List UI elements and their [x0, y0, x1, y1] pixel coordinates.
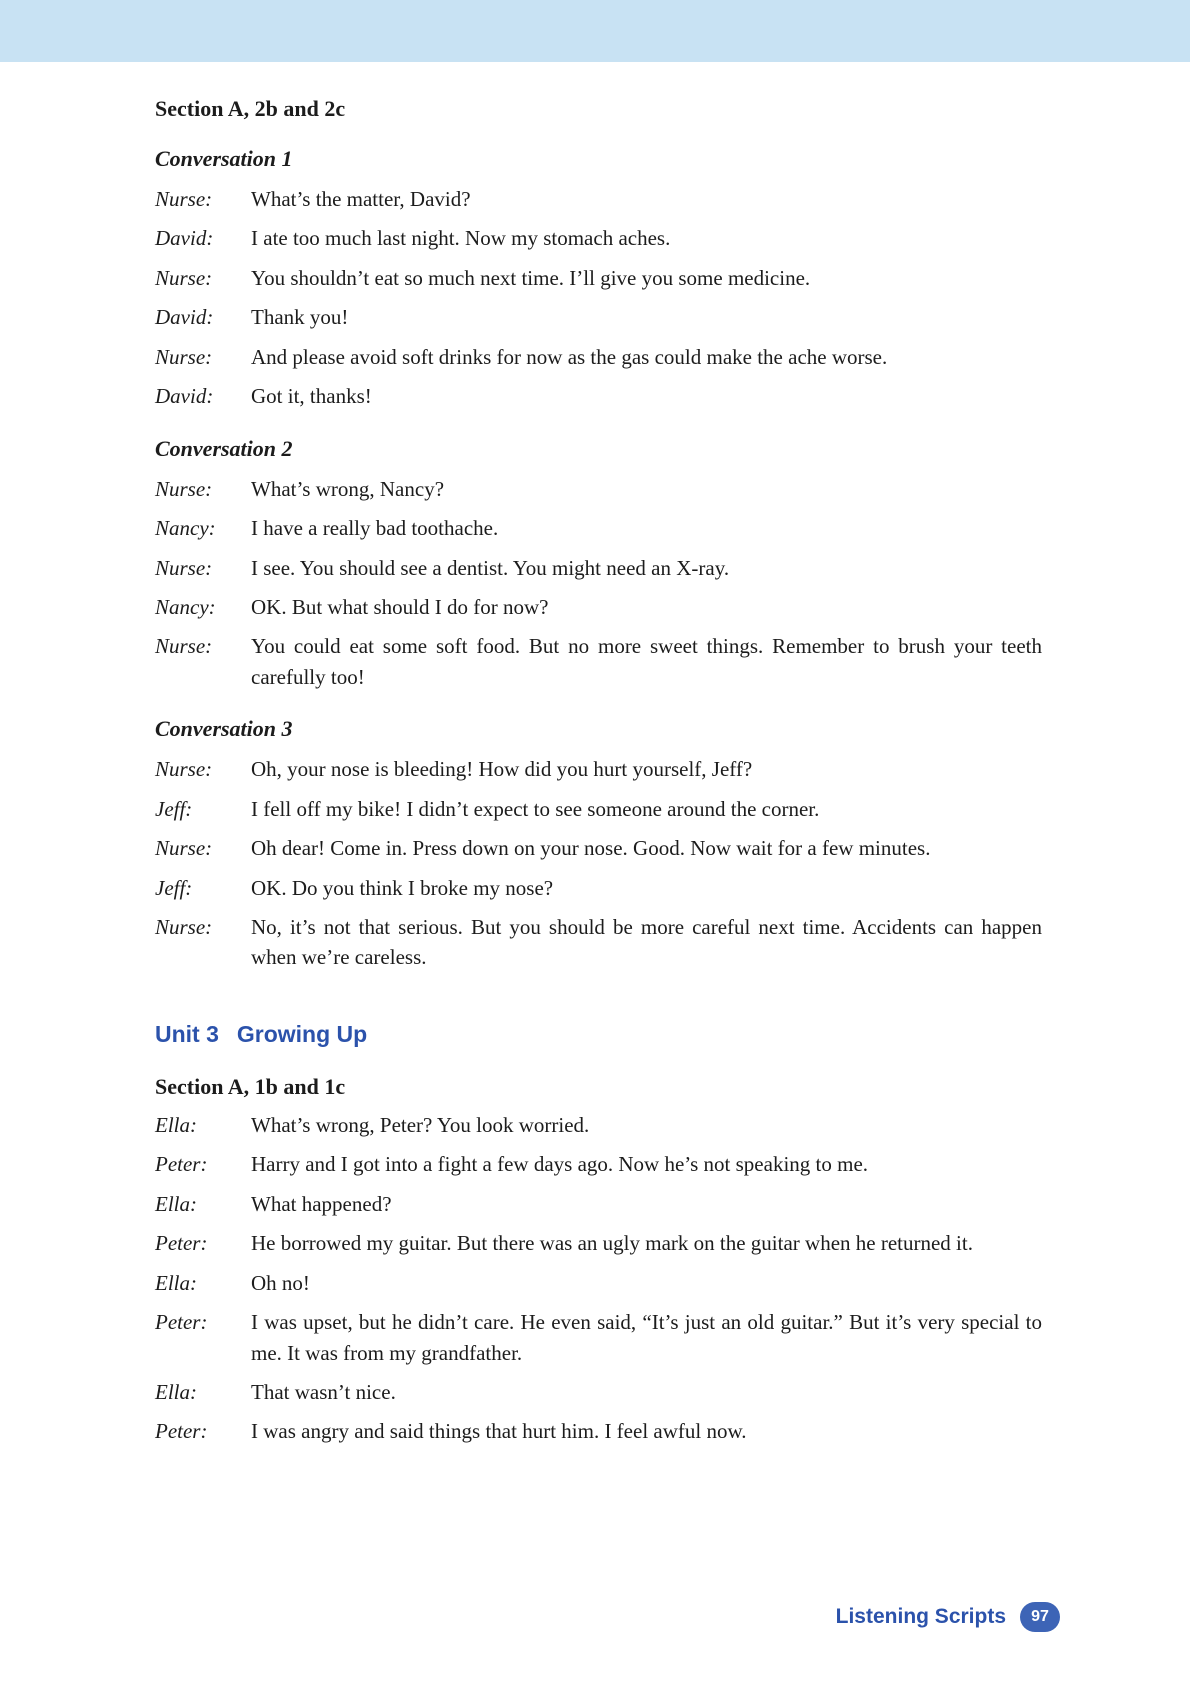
- dialogue-line: [155, 513, 1042, 543]
- conversation-title: Conversation 3: [155, 716, 293, 742]
- unit-heading: [155, 1021, 1042, 1048]
- speaker-label: Nurse:: [155, 265, 213, 290]
- dialogue-text: Oh, your nose is bleeding! How did you hurt yourself, Jeff?: [251, 757, 753, 782]
- footer-label: Listening Scripts: [835, 1605, 1006, 1628]
- dialogue-line: [155, 631, 1042, 692]
- speaker-label: Nurse:: [155, 344, 213, 369]
- conversation-title: Conversation 2: [155, 435, 293, 461]
- dialogue-line: [155, 1416, 1042, 1446]
- dialogue-text: I see. You should see a dentist. You might need an X-ray.: [251, 555, 730, 580]
- speaker-label: Nancy:: [155, 594, 216, 619]
- speaker-label: Ella:: [155, 1112, 197, 1137]
- speaker-label: Ella:: [155, 1270, 197, 1295]
- dialogue-text: Oh no!: [251, 1270, 310, 1295]
- dialogue-text: You shouldn’t eat so much next time. I’ll give you some medicine.: [251, 265, 811, 290]
- footer: [836, 1602, 1060, 1632]
- dialogue-line: [155, 873, 1042, 903]
- dialogue-line: [155, 474, 1042, 504]
- dialogue-text: I ate too much last night. Now my stomach aches.: [251, 226, 671, 251]
- dialogue-text: I was upset, but he didn’t care. He even said, “It’s just an old guitar.” But it’s very special to me. It was from my grandfather.: [251, 1310, 1042, 1365]
- dialogue-text: Oh dear! Come in. Press down on your nose. Good. Now wait for a few minutes.: [251, 836, 931, 861]
- section-heading: Section A, 1b and 1c: [155, 1073, 346, 1099]
- speaker-label: Nurse:: [155, 836, 213, 861]
- dialogue-text: And please avoid soft drinks for now as the gas could make the ache worse.: [251, 344, 888, 369]
- page-content: [155, 96, 1042, 1456]
- conversation-title: Conversation 1: [155, 146, 293, 171]
- dialogue-line: [155, 794, 1042, 824]
- dialogue-text: OK. Do you think I broke my nose?: [251, 875, 554, 900]
- dialogue-text: That wasn’t nice.: [251, 1379, 396, 1404]
- dialogue-text: Harry and I got into a fight a few days ago. Now he’s not speaking to me.: [251, 1152, 869, 1177]
- dialogue-text: I have a really bad toothache.: [251, 516, 499, 541]
- dialogue-line: [155, 1268, 1042, 1298]
- dialogue-text: What’s wrong, Nancy?: [251, 476, 445, 501]
- speaker-label: Nurse:: [155, 757, 213, 782]
- speaker-label: Peter:: [155, 1231, 208, 1256]
- dialogue-line: [155, 263, 1042, 293]
- speaker-label: David:: [155, 384, 214, 409]
- dialogue-line: [155, 1228, 1042, 1258]
- dialogue-text: What’s the matter, David?: [251, 187, 471, 211]
- dialogue-line: [155, 184, 1042, 214]
- unit-label: Unit 3: [155, 1020, 219, 1047]
- unit-title: Growing Up: [236, 1020, 368, 1047]
- dialogue-text: No, it’s not that serious. But you should be more careful next time. Accidents can happen when we’re careless.: [251, 915, 1042, 970]
- dialogue-line: [155, 1110, 1042, 1140]
- speaker-label: Nurse:: [155, 555, 213, 580]
- dialogue-text: Got it, thanks!: [251, 384, 372, 409]
- dialogue-text: Thank you!: [251, 305, 349, 330]
- speaker-label: Nurse:: [155, 915, 213, 939]
- dialogue-line: [155, 381, 1042, 411]
- speaker-label: Nurse:: [155, 187, 213, 211]
- speaker-label: Nancy:: [155, 516, 216, 541]
- speaker-label: Jeff:: [155, 796, 193, 821]
- dialogue-text: What happened?: [251, 1191, 392, 1216]
- speaker-label: David:: [155, 226, 214, 251]
- speaker-label: Nurse:: [155, 634, 213, 659]
- top-band: [0, 0, 1190, 62]
- dialogue-line: [155, 1307, 1042, 1368]
- dialogue-line: [155, 1189, 1042, 1219]
- page-number-badge: 97: [1020, 1602, 1060, 1632]
- dialogue-text: I was angry and said things that hurt him. I feel awful now.: [251, 1419, 747, 1444]
- dialogue-line: [155, 342, 1042, 372]
- dialogue-text: He borrowed my guitar. But there was an ugly mark on the guitar when he returned it.: [251, 1231, 973, 1256]
- dialogue-text: OK. But what should I do for now?: [251, 594, 549, 619]
- dialogue-line: [155, 223, 1042, 253]
- dialogue-line: [155, 754, 1042, 784]
- dialogue-line: [155, 592, 1042, 622]
- speaker-label: Nurse:: [155, 476, 213, 501]
- dialogue-line: [155, 912, 1042, 973]
- speaker-label: Jeff:: [155, 875, 193, 900]
- dialogue-text: You could eat some soft food. But no more sweet things. Remember to brush your teeth carefully too!: [251, 634, 1042, 689]
- speaker-label: Peter:: [155, 1310, 208, 1335]
- speaker-label: Ella:: [155, 1191, 197, 1216]
- speaker-label: Peter:: [155, 1152, 208, 1177]
- dialogue-line: [155, 833, 1042, 863]
- dialogue-line: [155, 302, 1042, 332]
- dialogue-line: [155, 553, 1042, 583]
- dialogue-text: What’s wrong, Peter? You look worried.: [251, 1112, 590, 1137]
- dialogue-line: [155, 1149, 1042, 1179]
- speaker-label: Ella:: [155, 1379, 197, 1404]
- dialogue-line: [155, 1377, 1042, 1407]
- speaker-label: David:: [155, 305, 214, 330]
- section-heading: Section A, 2b and 2c: [155, 96, 346, 121]
- speaker-label: Peter:: [155, 1419, 208, 1444]
- dialogue-text: I fell off my bike! I didn’t expect to see someone around the corner.: [251, 796, 820, 821]
